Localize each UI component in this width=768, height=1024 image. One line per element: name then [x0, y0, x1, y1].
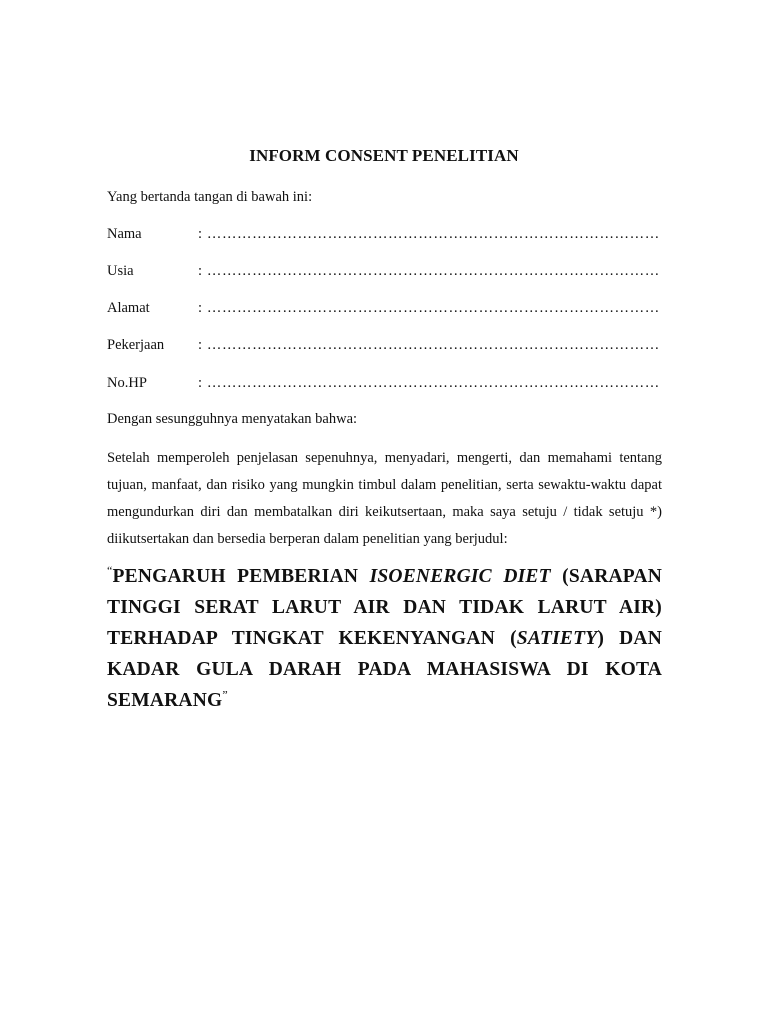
occupation-label: Pekerjaan — [107, 337, 165, 353]
phone-field[interactable] — [107, 375, 667, 395]
research-title-italic-1: ISOENERGIC DIET — [369, 566, 551, 587]
name-field[interactable] — [107, 226, 667, 246]
age-label: Usia — [107, 263, 134, 279]
occupation-field[interactable] — [107, 337, 667, 357]
research-title — [107, 561, 662, 716]
phone-blank[interactable]: : ……………………………………………………………………………… — [198, 375, 660, 391]
name-label: Nama — [107, 226, 142, 242]
close-quote: ” — [222, 687, 228, 702]
statement-text: Dengan sesungguhnya menyatakan bahwa: — [107, 411, 358, 427]
research-title-part-2: (SARAPAN TINGGI SERAT LARUT AIR DAN TIDAK LARUT AIR) TERHADAP TINGKAT KEKENYANGAN ( — [107, 566, 662, 649]
address-blank[interactable]: : ……………………………………………………………………………… — [198, 300, 660, 316]
age-blank[interactable]: : ……………………………………………………………………………… — [198, 263, 660, 279]
age-field[interactable] — [107, 263, 667, 283]
consent-paragraph: Setelah memperoleh penjelasan sepenuhnya, menyadari, mengerti, dan memahami tentang tujuan, manfaat, dan risiko yang mungkin timbul dalam penelitian, serta sewaktu-waktu dapat mengundurkan diri dan membatalkan diri keikutsertaan, maka saya setuju / tidak setuju *) diikutsertakan dan bersedia berperan dalam penelitian yang berjudul: — [107, 450, 662, 547]
research-title-italic-2: SATIETY — [516, 628, 598, 649]
intro-text: Yang bertanda tangan di bawah ini: — [107, 189, 313, 205]
phone-label: No.HP — [107, 375, 147, 391]
occupation-blank[interactable]: : ……………………………………………………………………………… — [198, 337, 660, 353]
research-title-part-1: PENGARUH PEMBERIAN — [112, 566, 370, 587]
address-label: Alamat — [107, 300, 150, 316]
address-field[interactable] — [107, 300, 667, 320]
research-title-part-3: ) DAN KADAR GULA DARAH PADA MAHASISWA DI KOTA SEMARANG — [107, 628, 662, 711]
page-title: INFORM CONSENT PENELITIAN — [249, 146, 519, 165]
open-quote: “ — [107, 563, 113, 578]
name-blank[interactable]: : ……………………………………………………………………………… — [198, 226, 660, 242]
